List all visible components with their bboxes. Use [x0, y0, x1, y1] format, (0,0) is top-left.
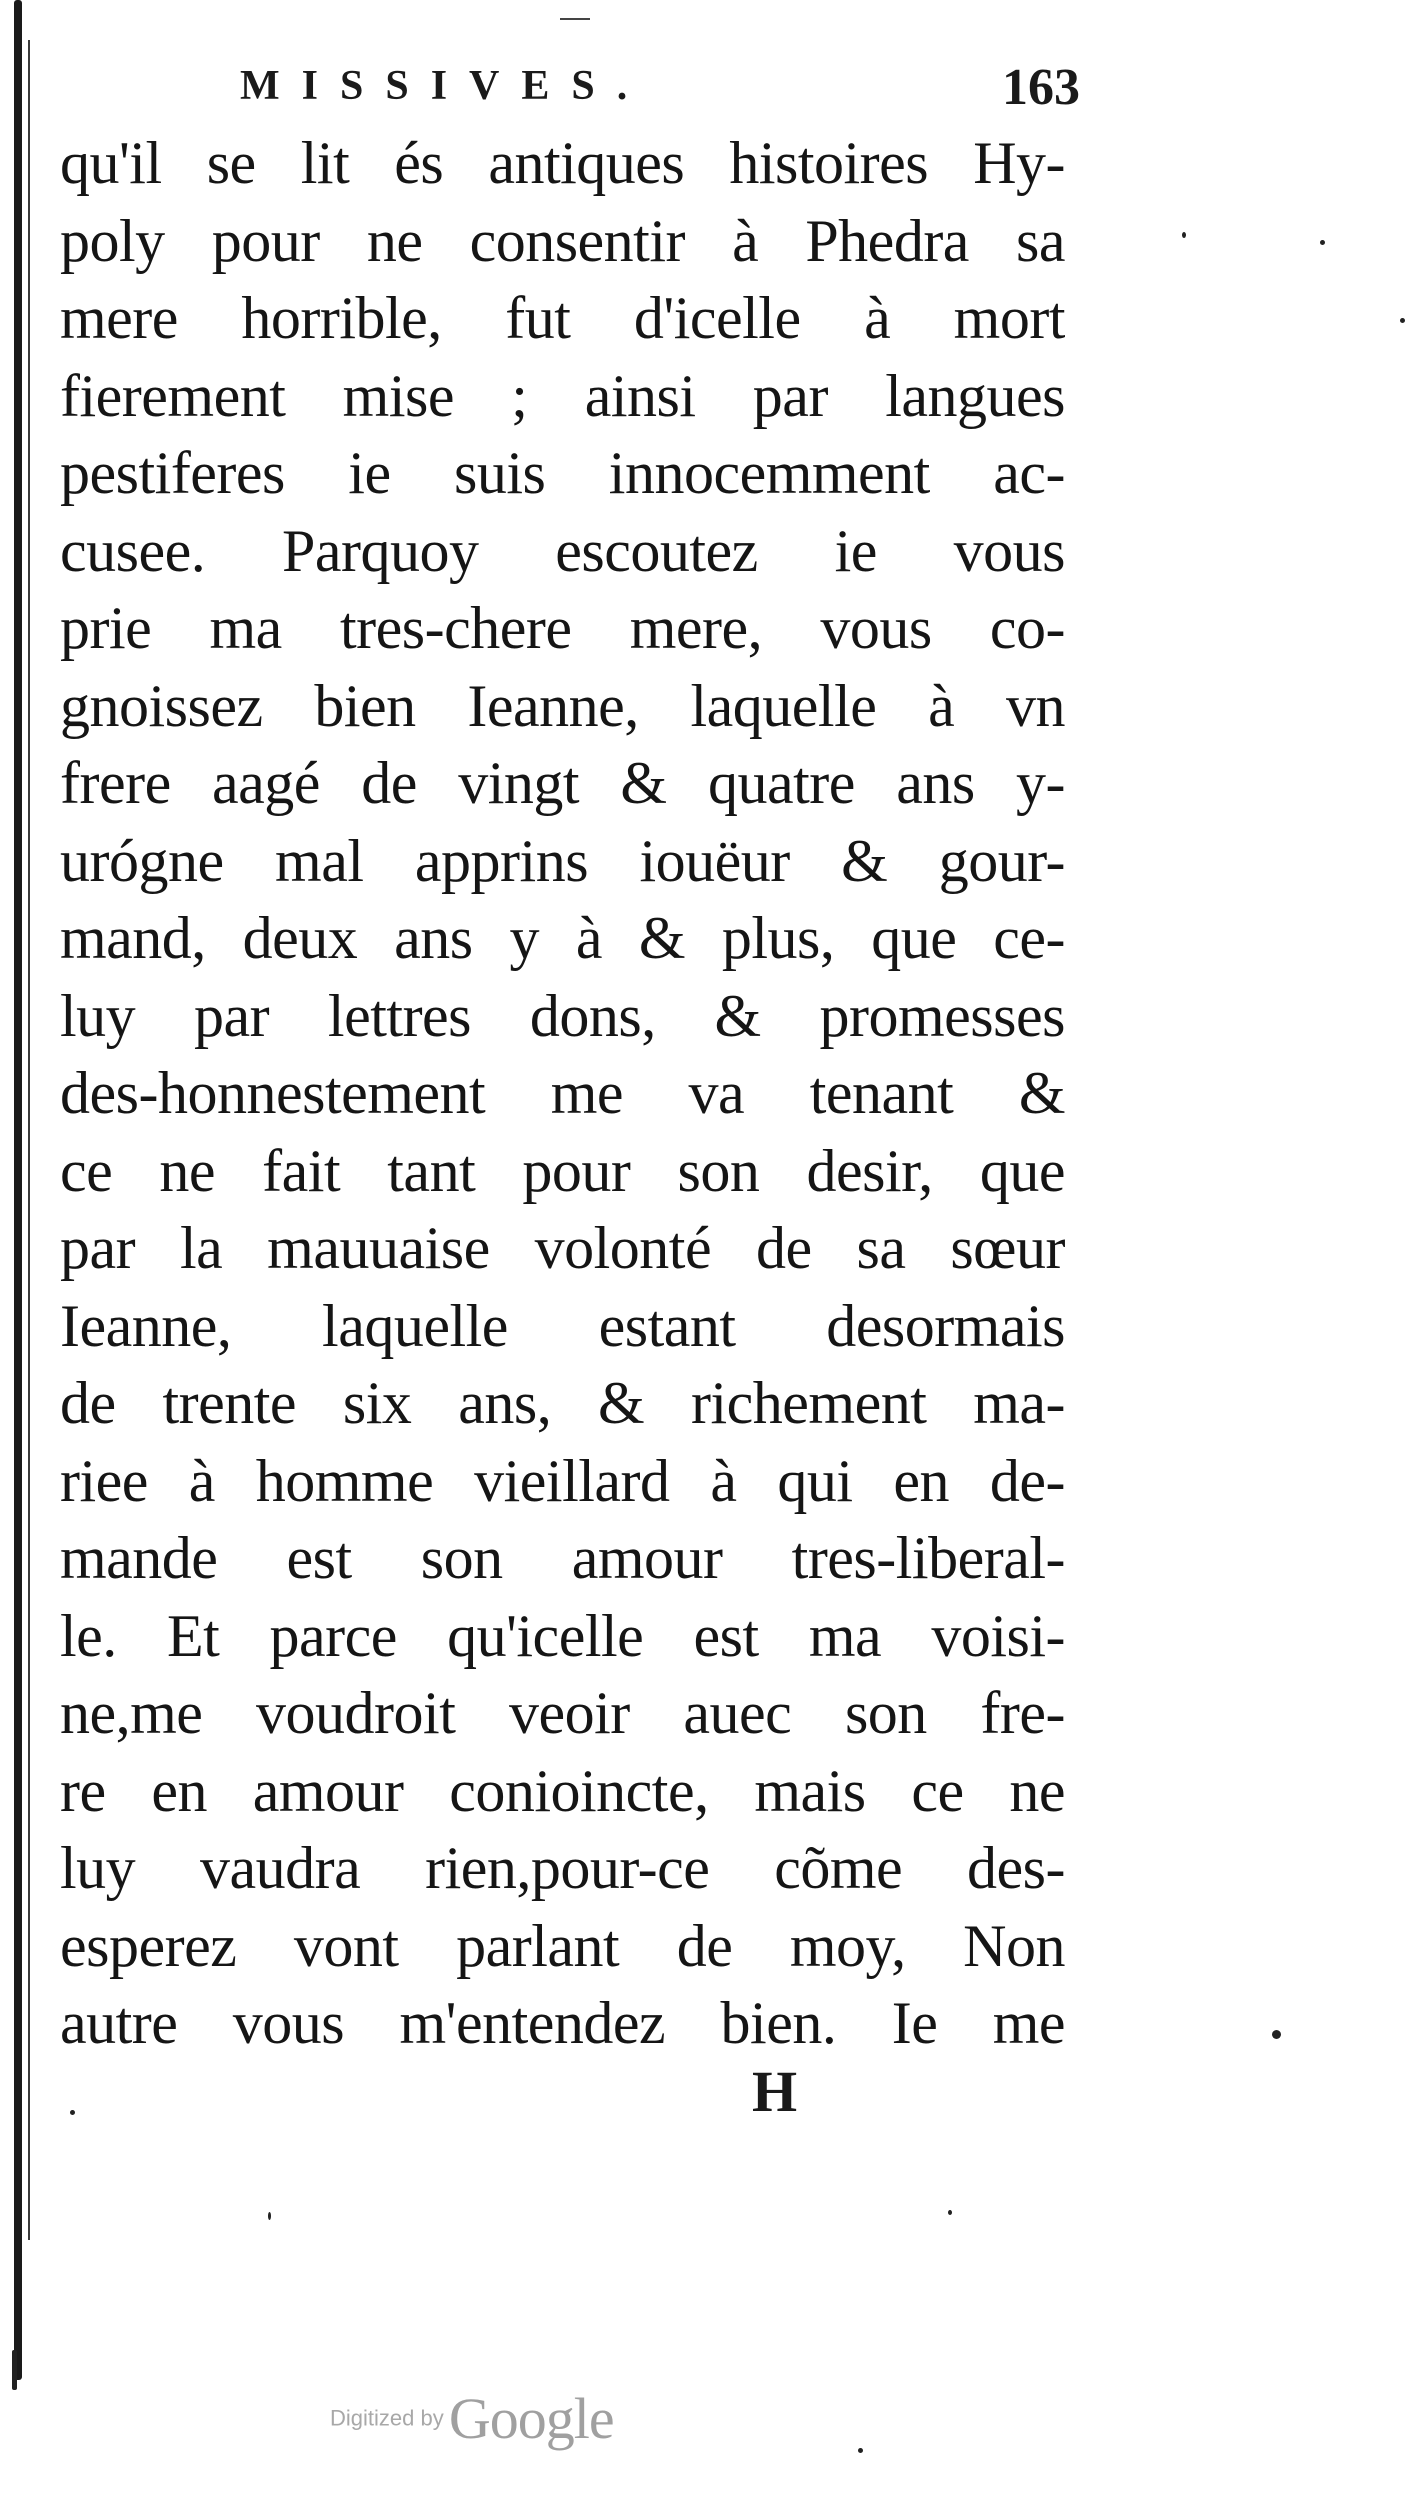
text-line: luy vaudra rien,pour-ce cõme des-	[60, 1835, 1065, 1901]
scan-speck	[1320, 240, 1325, 245]
body-text	[60, 125, 1065, 2063]
text-line: urógne mal apprins iouëur & gour-	[60, 827, 1065, 894]
scan-speck	[268, 2212, 271, 2220]
scan-speck	[12, 2350, 17, 2390]
scan-speck	[70, 2110, 75, 2115]
scan-speck	[1182, 232, 1186, 238]
text-line: cusee. Parquoy escoutez ie vous	[60, 517, 1065, 584]
scan-speck	[1400, 318, 1405, 323]
text-line: le. Et parce qu'icelle est ma voisi-	[60, 1602, 1065, 1669]
text-line: par la mauuaise volonté de sa sœur	[60, 1215, 1065, 1281]
page-header	[240, 59, 1080, 122]
text-line: ne,me voudroit veoir auec son fre-	[60, 1680, 1065, 1746]
text-line: Ieanne, laquelle estant desormais	[60, 1292, 1065, 1359]
binding-edge-line	[28, 40, 30, 2240]
running-head: MISSIVES.	[240, 63, 650, 109]
text-line: mande est son amour tres-liberal-	[60, 1525, 1065, 1591]
text-line: riee à homme vieillard à qui en de-	[60, 1447, 1065, 1514]
digitized-by-google-watermark	[330, 2385, 614, 2452]
top-mark	[560, 18, 590, 20]
text-line: qu'il se lit és antiques histoires Hy-	[60, 130, 1065, 196]
text-line: poly pour ne consentir à Phedra sa	[60, 207, 1065, 274]
text-line: ce ne fait tant pour son desir, que	[60, 1137, 1065, 1204]
text-line: re en amour conioincte, mais ce ne	[60, 1757, 1065, 1824]
digitized-label: Digitized by	[330, 2405, 444, 2431]
text-line: mand, deux ans y à & plus, que ce-	[60, 905, 1065, 971]
text-line: autre vous m'entendez bien. Ie me	[60, 1990, 1065, 2056]
page-number: 163	[1002, 59, 1080, 116]
text-line: gnoissez bien Ieanne, laquelle à vn	[60, 672, 1065, 739]
scan-speck	[948, 2210, 952, 2215]
google-label: Google	[448, 2386, 614, 2451]
text-line: des-honnestement me va tenant &	[60, 1060, 1065, 1126]
scan-speck	[1272, 2030, 1281, 2039]
text-line: fierement mise ; ainsi par langues	[60, 362, 1065, 429]
text-line: frere aagé de vingt & quatre ans y-	[60, 750, 1065, 816]
text-line: prie ma tres-chere mere, vous co-	[60, 595, 1065, 661]
text-line: mere horrible, fut d'icelle à mort	[60, 285, 1065, 351]
text-line: luy par lettres dons, & promesses	[60, 982, 1065, 1049]
binding-edge	[14, 0, 22, 2380]
text-line: pestiferes ie suis innocemment ac-	[60, 440, 1065, 506]
scan-speck	[858, 2448, 863, 2453]
text-line: esperez vont parlant de moy, Non	[60, 1912, 1065, 1979]
text-line: de trente six ans, & richement ma-	[60, 1370, 1065, 1436]
signature-mark: H	[752, 2059, 798, 2124]
